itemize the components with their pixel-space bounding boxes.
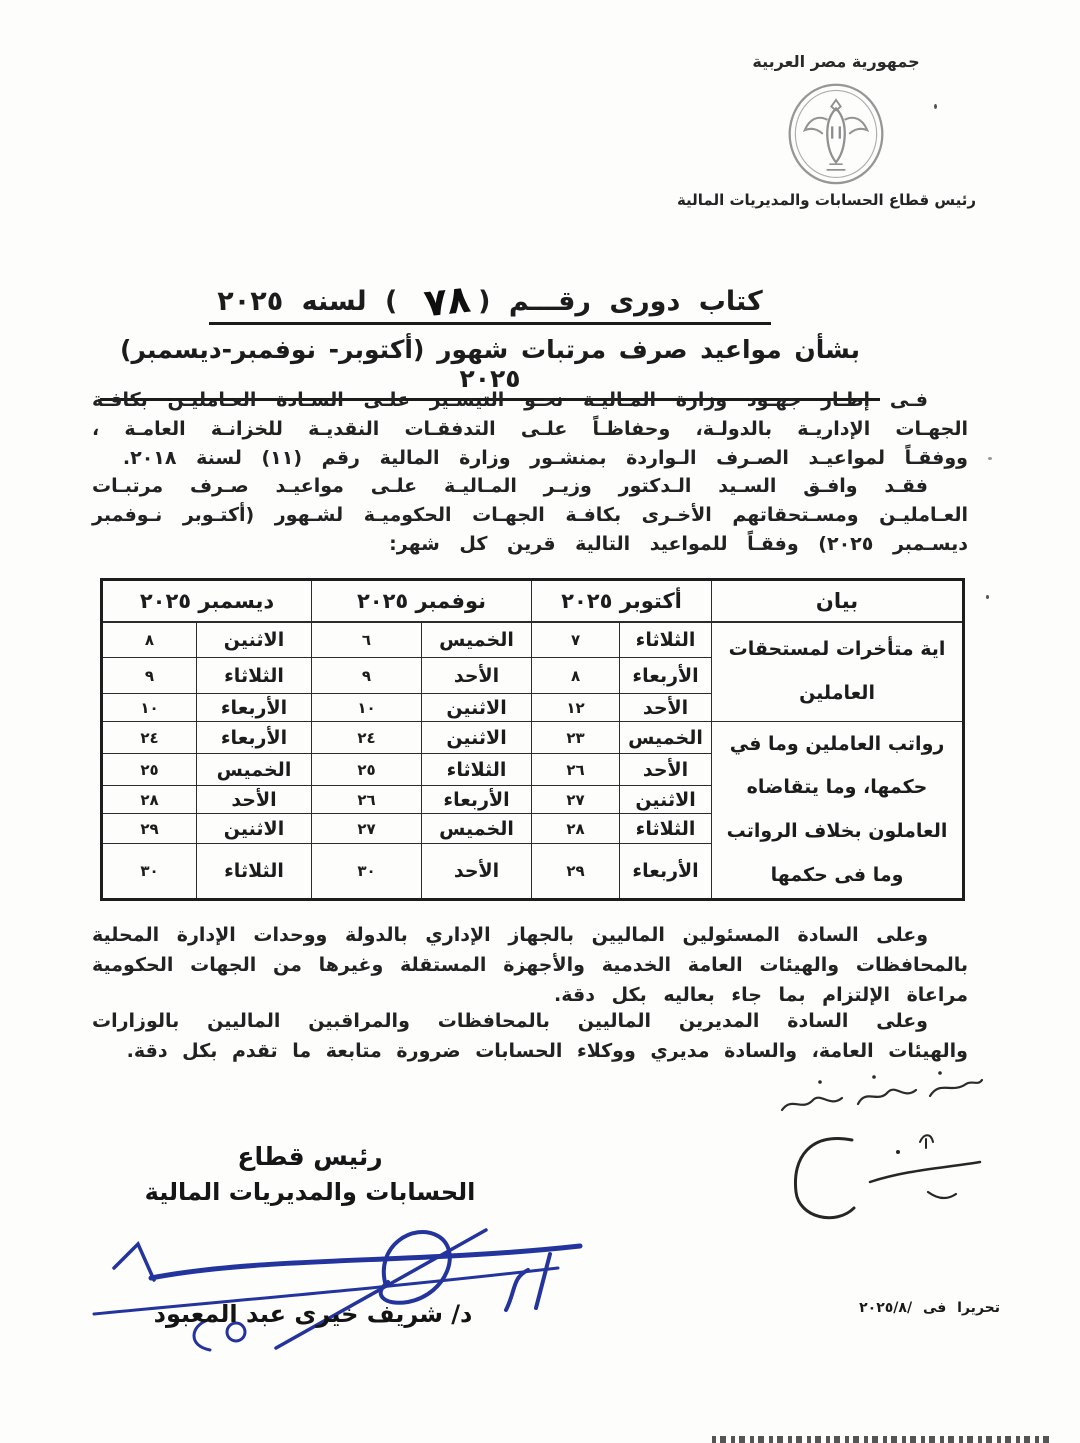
body-paragraph-3: وعلى السادة المسئولين الماليين بالجهاز الإداري بالدولة ووحدات الإدارة المحلية بالمحافظات والهيئات العامة الخدمية والأجهزة المستقلة وغيرها من الجهات الحكومية مراعاة الإلتزام بما جاء بعاليه بكل دقة. — [92, 924, 968, 1006]
cell-date: ٢٧ — [312, 814, 422, 844]
cell-day: الأربعاء — [197, 722, 312, 754]
cell-day: الأحد — [620, 754, 712, 786]
cell-date: ٢٩ — [102, 814, 197, 844]
handwritten-annotation-signature — [778, 1120, 990, 1232]
cell-day: الاثنين — [422, 694, 532, 722]
cell-day: الخميس — [620, 722, 712, 754]
cell-date: ٢٥ — [312, 754, 422, 786]
eagle-emblem-icon — [784, 77, 888, 189]
signatory-title-line1: رئيس قطاع — [237, 1142, 383, 1171]
circular-title-line1 — [100, 276, 880, 326]
cell-date: ٢٨ — [532, 814, 620, 844]
scan-speck — [934, 104, 937, 109]
cell-date: ٢٩ — [532, 844, 620, 900]
cell-day: الثلاثاء — [620, 622, 712, 658]
cell-day: الثلاثاء — [620, 814, 712, 844]
cell-date: ٣٠ — [312, 844, 422, 900]
table-row — [102, 722, 964, 754]
body-paragraph-4: وعلى السادة المديرين الماليين بالمحافظات والمراقبين الماليين بالوزارات والهيئات العامة، والسادة مديري ووكلاء الحسابات ضرورة متابعة ما تقدم بكل دقة. — [92, 1010, 968, 1062]
cell-day: الاثنين — [197, 814, 312, 844]
cell-date: ٩ — [312, 658, 422, 694]
cell-date: ٢٦ — [532, 754, 620, 786]
cell-day: الأربعاء — [422, 786, 532, 814]
body-paragraph-1: فـى إطـار جهـود وزارة المـاليـة نحـو التيسـير علـى السـادة العـامليـن بكافـة الجهـات الإداريـة بالدولـة، وحفاظـاً علـى التدفقـات النقديـة للخزانـة العامـة ، ووفقـاً لمواعيـد الصـرف الـواردة بمنشـور وزارة المالية رقم (١١) لسنة ٢٠١٨. — [92, 389, 968, 469]
title-line1-post: ) لسنه ٢٠٢٥ — [217, 286, 416, 317]
cell-day: الاثنين — [197, 622, 312, 658]
cell-day: الأربعاء — [620, 658, 712, 694]
cell-day: الأربعاء — [620, 844, 712, 900]
scan-speck — [986, 595, 989, 599]
cell-date: ٨ — [532, 658, 620, 694]
cell-day: الاثنين — [620, 786, 712, 814]
column-header-statement: بيان — [712, 580, 964, 622]
body-paragraph-2: فقـد وافـق السـيد الـدكتور وزيـر المـاليـة علـى مواعيـد صـرف مرتبـات العـامليـن ومسـتحقاتهم الأخـرى بكافـة الجهـات الحكوميـة لشـهور (أكتـوبر نـوفمبر ديسـمبر ٢٠٢٥) وفقـاً للمواعيد التالية قرين كل شهر: — [92, 475, 968, 555]
title-line1-pre: كتاب دورى رقـــم ( — [478, 286, 763, 317]
cell-date: ٢٤ — [102, 722, 197, 754]
republic-title: جمهورية مصر العربية — [752, 52, 920, 71]
cell-date: ٣٠ — [102, 844, 197, 900]
column-header-november: نوفمبر ٢٠٢٥ — [312, 580, 532, 622]
written-date-value: ٢٠٢٥/٨/ — [859, 1300, 913, 1316]
cell-date: ١٠ — [312, 694, 422, 722]
column-header-december: ديسمبر ٢٠٢٥ — [102, 580, 312, 622]
scan-artifact-strip — [712, 1436, 1052, 1443]
handwritten-circular-number: ٧٨ — [421, 276, 473, 326]
cell-date: ٢٥ — [102, 754, 197, 786]
cell-date: ١٠ — [102, 694, 197, 722]
cell-day: الأحد — [620, 694, 712, 722]
cell-day: الأحد — [197, 786, 312, 814]
cell-day: الاثنين — [422, 722, 532, 754]
cell-day: الثلاثاء — [197, 658, 312, 694]
column-header-october: أكتوبر ٢٠٢٥ — [532, 580, 712, 622]
salary-schedule-table — [100, 578, 965, 901]
scan-speck — [988, 457, 992, 460]
cell-date: ٨ — [102, 622, 197, 658]
cell-day: الأربعاء — [197, 694, 312, 722]
statement-group-salaries: رواتب العاملين وما في حكمها، وما يتقاضاه العاملون بخلاف الرواتب وما فى حكمها — [712, 722, 964, 900]
handwritten-signature — [86, 1214, 591, 1356]
cell-date: ٢٧ — [532, 786, 620, 814]
table-header-row — [102, 580, 964, 622]
cell-date: ٦ — [312, 622, 422, 658]
handwritten-annotation-top — [768, 1066, 994, 1124]
department-title: رئيس قطاع الحسابات والمديريات المالية — [676, 191, 976, 209]
signatory-title-line2: الحسابات والمديريات المالية — [144, 1178, 476, 1206]
cell-day: الثلاثاء — [422, 754, 532, 786]
cell-day: الأحد — [422, 658, 532, 694]
cell-day: الخميس — [197, 754, 312, 786]
statement-group-arrears: اية متأخرات لمستحقات العاملين — [712, 622, 964, 722]
cell-date: ٢٣ — [532, 722, 620, 754]
letterhead — [676, 52, 976, 209]
written-date-label: تحريرا فى — [922, 1300, 1000, 1316]
cell-date: ٩ — [102, 658, 197, 694]
signatory-title — [140, 1142, 480, 1206]
cell-date: ١٢ — [532, 694, 620, 722]
table-row — [102, 622, 964, 658]
signatory-name: د/ شريف خيرى عبد المعبود — [153, 1300, 473, 1328]
cell-date: ٧ — [532, 622, 620, 658]
cell-day: الثلاثاء — [197, 844, 312, 900]
cell-date: ٢٤ — [312, 722, 422, 754]
document-title — [100, 276, 880, 401]
written-date — [859, 1300, 1000, 1316]
circular-title-line2: بشأن مواعيد صرف مرتبات شهور (أكتوبر- نوفمبر-ديسمبر) ٢٠٢٥ — [100, 335, 880, 401]
cell-date: ٢٨ — [102, 786, 197, 814]
cell-day: الأحد — [422, 844, 532, 900]
cell-day: الخميس — [422, 622, 532, 658]
cell-date: ٢٦ — [312, 786, 422, 814]
cell-day: الخميس — [422, 814, 532, 844]
